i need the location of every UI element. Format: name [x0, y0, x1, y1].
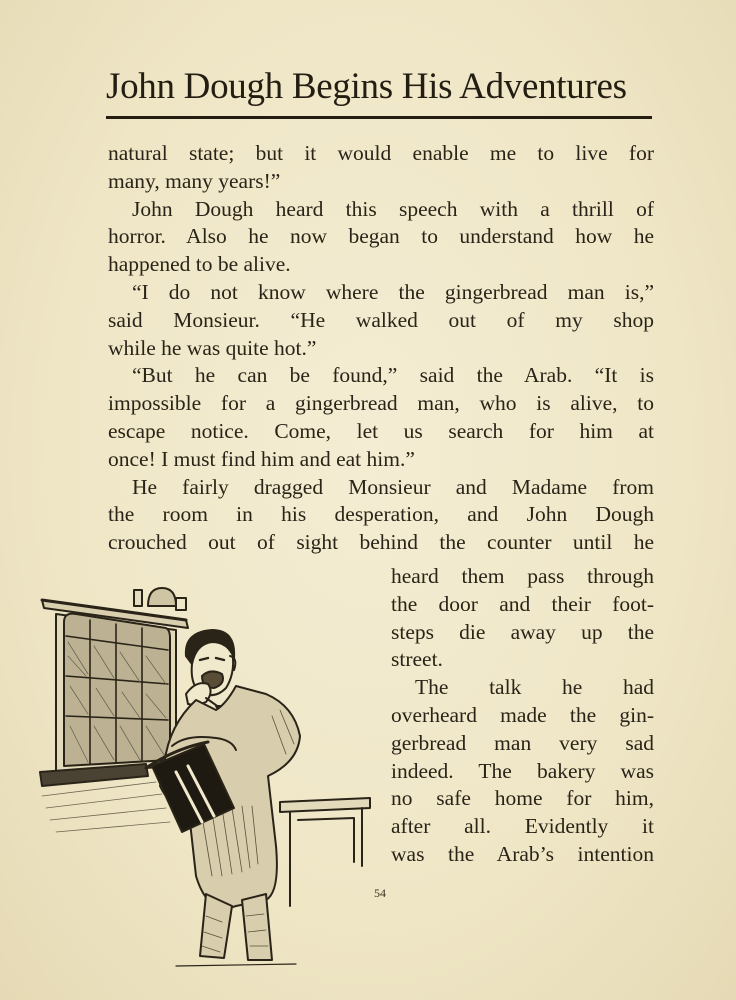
- text-line: natural state; but it would enable me to live for: [108, 141, 654, 165]
- text-line: the door and their foot-: [391, 591, 654, 616]
- text-line: He fairly dragged Monsieur and Madame from: [132, 474, 654, 499]
- text-line: impossible for a gingerbread man, who is alive, to: [108, 391, 654, 416]
- header-rule: [106, 116, 652, 119]
- text-line: heard them pass through: [391, 564, 654, 588]
- text-line: after all. Evidently it: [391, 814, 654, 839]
- text-line: steps die away up the: [391, 619, 654, 644]
- text-line: once! I must find him and eat him.”: [108, 446, 415, 471]
- text-line: indeed. The bakery was: [391, 758, 654, 783]
- illustration-man-with-hat: [36, 576, 386, 976]
- text-line: The talk he had: [415, 675, 654, 700]
- text-line: was the Arab’s intention: [391, 841, 654, 866]
- text-line: many, many years!”: [108, 168, 281, 193]
- text-line: while he was quite hot.”: [108, 335, 317, 360]
- text-line: the room in his desperation, and John Dough: [108, 502, 654, 527]
- text-line: “But he can be found,” said the Arab. “It is: [132, 363, 654, 388]
- text-line: escape notice. Come, let us search for him at: [108, 418, 654, 443]
- text-line: crouched out of sight behind the counter until he: [108, 530, 654, 555]
- text-line: gerbread man very sad: [391, 730, 654, 755]
- text-line: John Dough heard this speech with a thrill of: [132, 196, 654, 221]
- narrow-text-beside-illustration: [391, 563, 654, 869]
- text-line: street.: [391, 647, 443, 672]
- text-line: horror. Also he now began to understand how he: [108, 224, 654, 249]
- full-width-text: [108, 140, 654, 557]
- text-line: happened to be alive.: [108, 252, 291, 277]
- text-line: said Monsieur. “He walked out of my shop: [108, 307, 654, 332]
- text-line: no safe home for him,: [391, 786, 654, 811]
- text-line: “I do not know where the gingerbread man is,”: [132, 279, 654, 304]
- running-head: John Dough Begins His Adventures: [106, 66, 627, 107]
- page-number: 54: [374, 886, 386, 900]
- text-line: overheard made the gin-: [391, 702, 654, 727]
